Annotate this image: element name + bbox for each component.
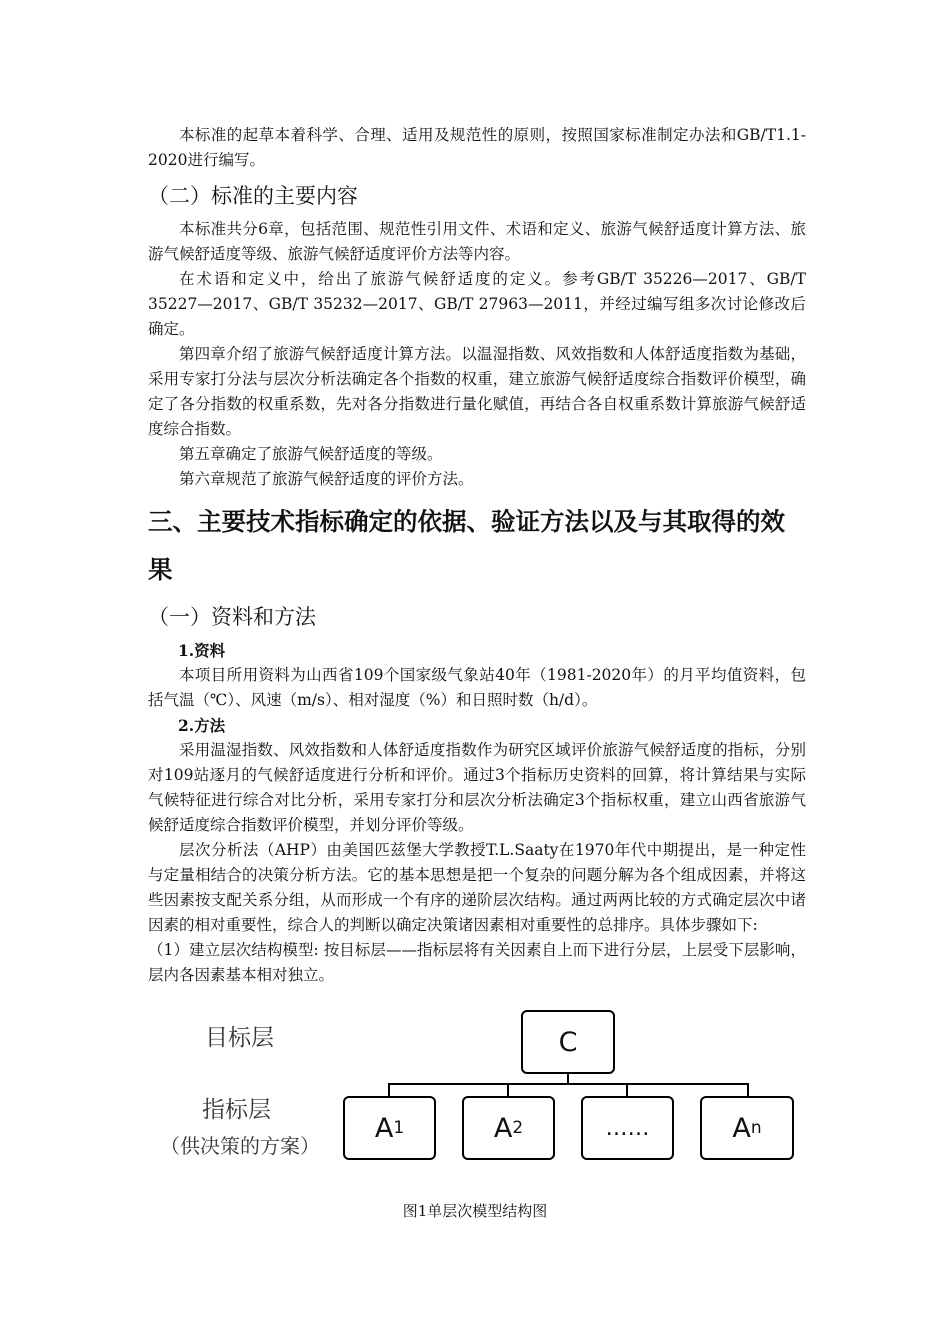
- connector-line: [626, 1083, 628, 1097]
- goal-node-c: [521, 1010, 615, 1074]
- item-title-method: 2.方法: [178, 716, 226, 735]
- hierarchy-diagram: [0, 1010, 950, 1170]
- paragraph-chapter5: 第五章确定了旅游气候舒适度的等级。: [179, 445, 443, 463]
- indicator-layer-label: 指标层: [202, 1097, 271, 1123]
- figure-caption: 图1单层次模型结构图: [402, 1202, 548, 1220]
- connector-line: [388, 1083, 749, 1085]
- node-subscript: n: [750, 1118, 762, 1138]
- indicator-node-ellipsis: [581, 1096, 674, 1160]
- indicator-node-a1: [343, 1096, 436, 1160]
- node-subscript: 1: [393, 1118, 405, 1138]
- node-label: A: [493, 1112, 513, 1144]
- paragraph-chapter4: 第四章介绍了旅游气候舒适度计算方法。以温湿指数、风效指数和人体舒适度指数为基础，采用专家打分法与层次分析法确定各个指数的权重，建立旅游气候舒适度综合指数评价模型，确定了各分指数的权重系数，先对各分指数进行量化赋值，再结合各自权重系数计算旅游气候舒适度综合指数。: [148, 345, 806, 438]
- connector-line: [747, 1083, 749, 1097]
- section-heading-main-content: （二）标准的主要内容: [148, 184, 358, 208]
- node-label: A: [374, 1112, 394, 1144]
- connector-line: [507, 1083, 509, 1097]
- node-subscript: 2: [512, 1118, 524, 1138]
- node-label: A: [732, 1112, 751, 1144]
- section-heading-technical-basis: 三、主要技术指标确定的依据、验证方法以及与其取得的效果: [148, 507, 785, 584]
- paragraph-data: 本项目所用资料为山西省109个国家级气象站40年（1981-2020年）的月平均值资料，包括气温（℃）、风速（m/s）、相对湿度（%）和日照时数（h/d）。: [148, 666, 806, 709]
- paragraph-chapter6: 第六章规范了旅游气候舒适度的评价方法。: [179, 470, 474, 488]
- paragraph-terms: 在术语和定义中，给出了旅游气候舒适度的定义。参考GB/T 35226—2017、GB/T 35227—2017、GB/T 35232—2017、GB/T 27963—2011，并经过编写组多次讨论修改后确定。: [148, 270, 806, 338]
- paragraph-step1: （1）建立层次结构模型: 按目标层——指标层将有关因素自上而下进行分层，上层受下层影响，层内各因素基本相对独立。: [148, 941, 806, 984]
- node-label: ……: [605, 1115, 650, 1141]
- paragraph-method: 采用温湿指数、风效指数和人体舒适度指数作为研究区域评价旅游气候舒适度的指标，分别对109站逐月的气候舒适度进行分析和评价。通过3个指标历史资料的回算，将计算结果与实际气候特征进行综合对比分析，采用专家打分和层次分析法确定3个指标权重，建立山西省旅游气候舒适度综合指数评价模型，并划分评价等级。: [148, 741, 806, 834]
- indicator-node-a2: [462, 1096, 555, 1160]
- node-label: C: [558, 1026, 578, 1058]
- document-body: [148, 0, 806, 1262]
- indicator-node-an: [700, 1096, 794, 1160]
- goal-layer-label: 目标层: [205, 1025, 274, 1051]
- subsection-heading-data-methods: （一）资料和方法: [148, 605, 316, 629]
- paragraph-ahp: 层次分析法（AHP）由美国匹兹堡大学教授T.L.Saaty在1970年代中期提出，是一种定性与定量相结合的决策分析方法。它的基本思想是把一个复杂的问题分解为各个组成因素，并将这些因素按支配关系分组，从而形成一个有序的递阶层次结构。通过两两比较的方式确定层次中诸因素的相对重要性，综合人的判断以确定决策诸因素相对重要性的总排序。具体步骤如下:: [148, 841, 806, 934]
- connector-line: [388, 1083, 390, 1097]
- indicator-layer-sublabel: （供决策的方案）: [160, 1134, 320, 1158]
- paragraph-drafting-principle: 本标准的起草本着科学、合理、适用及规范性的原则，按照国家标准制定办法和GB/T1.1-2020进行编写。: [148, 126, 806, 169]
- item-title-data: 1.资料: [178, 641, 226, 660]
- paragraph-chapters: 本标准共分6章，包括范围、规范性引用文件、术语和定义、旅游气候舒适度计算方法、旅游气候舒适度等级、旅游气候舒适度评价方法等内容。: [148, 220, 806, 263]
